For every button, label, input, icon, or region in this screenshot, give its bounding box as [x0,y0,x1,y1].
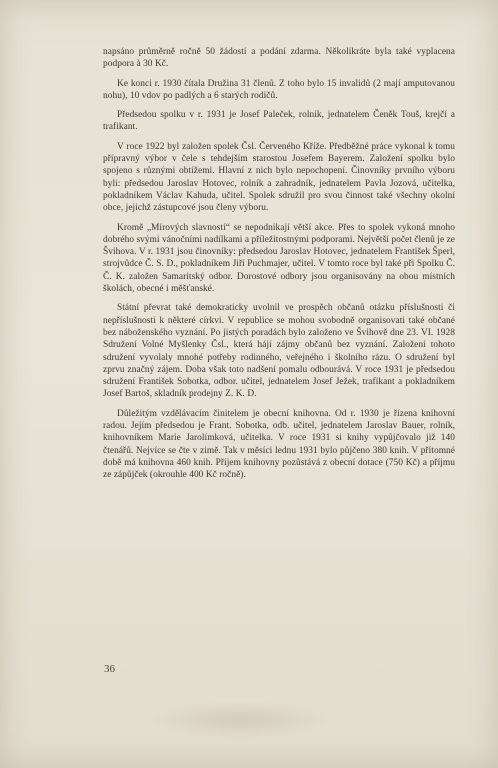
paragraph-4: V roce 1922 byl založen spolek Čsl. Červeného Kříže. Předběžné práce vykonal k tomu přípravný výbor v čele s tehdejším starostou Josefem Bayerem. Založení spolku bylo spojeno s různými obtížemi. Hlavní z nich bylo nepochopení. Činovníky prvního výboru byli: předsedou Jaroslav Hotovec, rolník a zahradník, jednatelem Pavla Jozová, učitelka, pokladníkem Václav Kahuda, učitel. Spolek sdružil pro svou činnost také všechny okolní obce, jejichž zástupcové jsou členy výboru. [103,141,455,214]
paragraph-3: Předsedou spolku v r. 1931 je Josef Paleček, rolník, jednatelem Čeněk Touš, krejčí a trafikant. [103,110,455,133]
body-text [103,46,455,489]
paragraph-6: Státní převrat také demokraticky uvolnil ve prospěch občanů otázku příslušnosti či nepříslušnosti k některé církvi. V republice se mohou svobodně organisovati také občané bez náboženského vyznání. Po jistých poradách bylo založeno ve Švihově dne 23. VI. 1928 Sdružení Volné Myšlenky Čsl., která hájí zájmy občanů bez vyznání. Založení tohoto sdružení vyvolaly mnohé potřeby rodinného, veřejného i školního rázu. O sdružení byl zprvu značný zájem. Doba však toto nadšení pomalu odbourává. V roce 1931 je předsedou sdružení František Sobotka, odbor. učitel, jednatelem Josef Ježek, trafikant a pokladníkem Josef Bartoš, skladník prodejny Z. K. D. [103,303,455,400]
paragraph-7: Důležitým vzdělávacím činitelem je obecní knihovna. Od r. 1930 je řízena knihovní radou. Jejím předsedou je Frant. Sobotka, odb. učitel, jednatelem Jaroslav Bauer, rolník, knihovníkem Marie Jarolímková, učitelka. V roce 1931 si knihy vypůjčovalo již 140 čtenářů. Nejvíce se čte v zimě. Tak v měsíci lednu 1931 bylo půjčeno 380 knih. V přítomné době má knihovna 460 knih. Příjem knihovny pozůstává z obecní dotace (750 Kč) a příjmu ze zápůjček (okrouhle 400 Kč ročně). [103,408,455,481]
paper-stain [150,700,330,740]
page-number: 36 [104,663,115,675]
paragraph-2: Ke konci r. 1930 čítala Družina 31 členů. Z toho bylo 15 invalidů (2 mají amputovanou nohu), 10 vdov po padlých a 6 starých rodičů. [103,78,455,101]
paragraph-1: napsáno průměrně ročně 50 žádostí a podání zdarma. Několikráte byla také vyplacena podpora à 30 Kč. [103,47,455,70]
paragraph-5: Kromě „Mírových slavností“ se nepodnikají větší akce. Přes to spolek vykoná mnoho dobrého svými vánočními nadílkami a příležitostnými podporami. Největší počet členů je ze Švihova. V r. 1931 jsou činovníky: předsedou Jaroslav Hotovec, jednatelem František Šperl, strojvůdce Č. S. D., pokladníkem Jiří Puchmajer, učitel. V tomto roce byl také při Spolku Č. Č. K. založen Samaritský odbor. Dorostové odbory jsou organisovány na obou místních školách, obecné i měšťanské. [103,222,455,295]
